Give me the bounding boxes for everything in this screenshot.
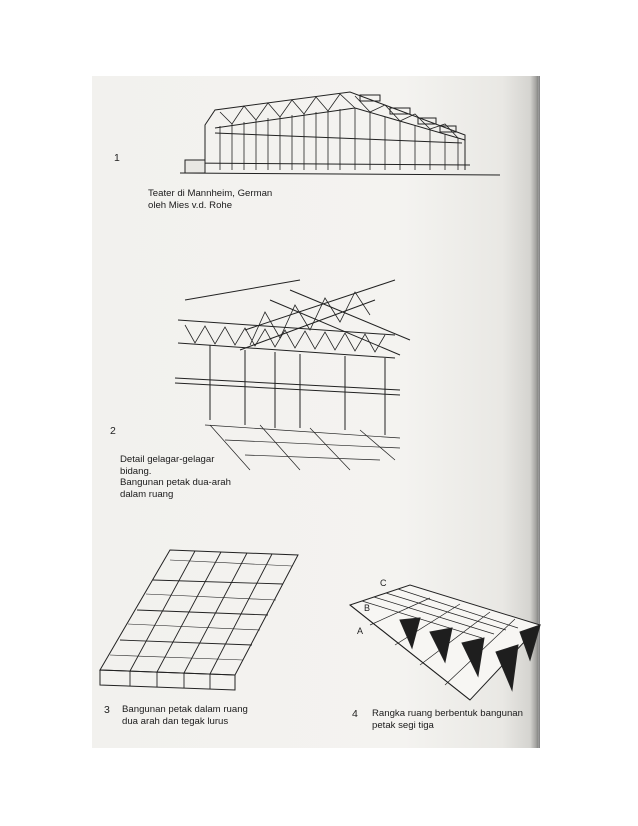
caption-line: Bangunan petak dua-arah [120,477,231,488]
point-label: B [364,603,371,613]
figure-2-number [110,425,116,437]
figure-1-theater-drawing [180,92,500,175]
caption-line: dua arah dan tegak lurus [122,715,229,727]
figure-4-label-b [364,603,370,613]
figure-4-number-text: 4 [352,708,358,720]
figure-4-space-frame-drawing [350,585,540,700]
figure-3-number-text: 3 [104,704,110,716]
figure-4-caption [372,708,523,731]
caption-line: petak segi tiga [372,719,434,731]
point-label: A [357,626,364,636]
caption-line: Detail gelagar-gelagar [120,454,215,465]
caption-line: Rangka ruang berbentuk bangunan [372,708,523,719]
figure-4-label-a [357,626,363,636]
figure-4-number [352,708,358,720]
figure-3-grid-drawing [100,550,298,690]
caption-line: Teater di Mannheim, German [148,188,273,199]
figure-4-label-c [380,578,387,588]
caption-line: Bangunan petak dalam ruang [122,704,248,715]
figure-2-girder-detail-drawing [175,280,410,470]
figure-3-number [104,704,110,716]
figure-1-number [114,152,120,164]
point-label: C [380,578,387,588]
figure-1-caption [148,188,272,211]
figure-2-caption [120,454,231,500]
caption-line: dalam ruang [120,488,174,500]
caption-line: bidang. [120,465,152,477]
figure-3-caption [122,704,248,727]
figure-2-number-text: 2 [110,425,116,437]
caption-line: oleh Mies v.d. Rohe [148,199,233,211]
figure-1-number-text: 1 [114,152,120,164]
